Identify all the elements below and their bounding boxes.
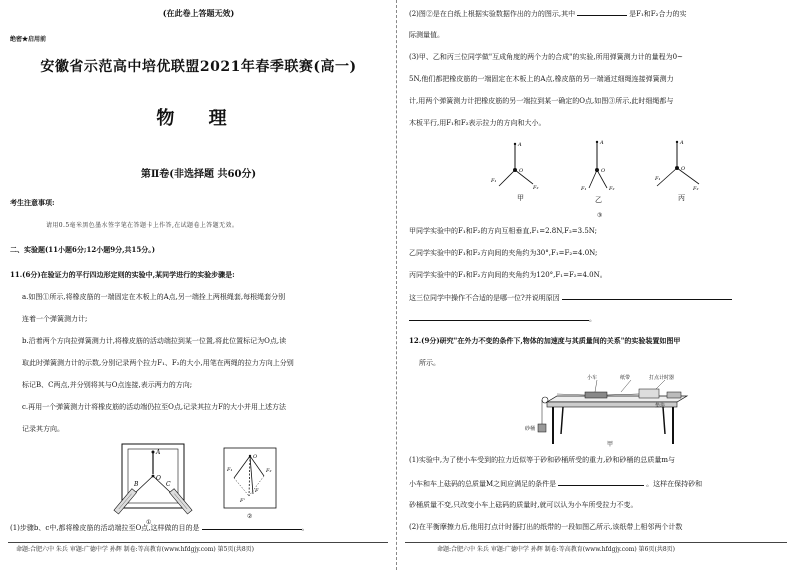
q11-line: c.再用一个弹簧测力计将橡皮筋的活动端仍拉至O点,记录其拉力F的大小并用上述方法 bbox=[22, 403, 286, 411]
svg-text:A: A bbox=[680, 140, 684, 146]
q11-line: 记录其方向。 bbox=[22, 425, 64, 433]
result-jia: 甲同学实验中的F₁和F₂的方向互相垂直,F₁=2.8N,F₂=3.5N; bbox=[409, 227, 598, 235]
q11-line: 计,用两个弹簧测力计把橡皮筋的另一端拉到某一确定的O点,如图③所示,此时细绳都与 bbox=[409, 97, 674, 105]
svg-text:F₁: F₁ bbox=[227, 467, 233, 473]
svg-text:A: A bbox=[156, 449, 161, 456]
answer-blank[interactable] bbox=[409, 313, 589, 321]
svg-text:F₂: F₂ bbox=[609, 186, 615, 192]
q12-part-1: 小车和车上砝码的总质量M之间应满足的条件是 。这样在保持砂和 bbox=[409, 480, 703, 488]
svg-text:O: O bbox=[156, 475, 161, 482]
q11-part-1: (1)步骤b、c中,都将橡皮筋的活动端拉至O点,这样做的目的是 。 bbox=[10, 524, 309, 532]
q12-line: 所示。 bbox=[419, 359, 440, 367]
notice-text: 请用0.5毫米黑色墨水签字笔在答题卡上作答,在试题卷上答题无效。 bbox=[46, 222, 239, 229]
answer-blank[interactable] bbox=[577, 8, 627, 16]
figure-3-caption-bing: 丙 bbox=[678, 194, 685, 202]
section-heading: 二、实验题(11小题6分;12小题9分,共15分。) bbox=[10, 245, 156, 254]
svg-text:O: O bbox=[519, 168, 524, 174]
q12-line: (2)在平衡摩擦力后,他用打点计时器打出的纸带的一段如图乙所示,该纸带上相邻两个计数 bbox=[409, 523, 683, 531]
label-tape: 纸带 bbox=[620, 375, 631, 381]
svg-text:A: A bbox=[518, 142, 522, 148]
figure-2-label: ② bbox=[247, 513, 253, 520]
q11-stem: 11.(6分)在验证力的平行四边形定则的实验中,某同学进行的实验步骤是: bbox=[10, 270, 235, 279]
answer-blank[interactable] bbox=[558, 478, 644, 486]
footer-right: 命题:合肥六中 朱兵 审题:广德中学 孙辉 制卷:等高教育(www.hfdgjy.com) 第6页(共8页) bbox=[437, 546, 675, 553]
q11-line: 木板平行,用F₁和F₂表示拉力的方向和大小。 bbox=[409, 119, 546, 127]
answer-blank[interactable] bbox=[202, 522, 302, 530]
q12-line: (1)实验中,为了使小车受到的拉力近似等于砂和砂桶所受的重力,砂和砂桶的总质量m与 bbox=[409, 456, 676, 464]
answer-blank[interactable] bbox=[562, 292, 732, 300]
svg-text:C: C bbox=[166, 481, 171, 488]
figure-1-board bbox=[108, 440, 200, 518]
result-bing: 丙同学实验中的F₁和F₂方向间的夹角约为120°,F₁=F₂=4.0N。 bbox=[409, 271, 607, 279]
q11-line: b.沿着两个方向拉弹簧测力计,将橡皮筋的活动端拉到某一位置,将此位置标记为O点,读 bbox=[22, 337, 287, 345]
figure-12-caption: 甲 bbox=[607, 441, 614, 448]
figure-3-caption-jia: 甲 bbox=[517, 194, 524, 202]
subject-title: 物 理 bbox=[156, 108, 241, 129]
q11-line: a.如图①所示,将橡皮筋的一端固定在木板上的A点,另一端拴上两根绳套,每根绳套分别 bbox=[22, 293, 286, 301]
figure-3-caption-yi: 乙 bbox=[595, 196, 602, 204]
exam-title: 安徽省示范高中培优联盟2021年春季联赛(高一) bbox=[40, 59, 357, 75]
svg-text:O: O bbox=[601, 168, 606, 174]
svg-text:F₂: F₂ bbox=[266, 468, 272, 474]
footer-left: 命题:合肥六中 朱兵 审题:广德中学 孙辉 制卷:等高教育(www.hfdgjy.com) 第5页(共8页) bbox=[16, 546, 254, 553]
footer-rule bbox=[405, 542, 787, 543]
q12-stem: 12.(9分)研究"在外力不变的条件下,物体的加速度与其质量间的关系"的实验装置如图甲 bbox=[409, 336, 681, 345]
q11-part-3-cont: 。 bbox=[409, 313, 596, 324]
label-car: 小车 bbox=[587, 375, 598, 381]
label-timer: 打点计时器 bbox=[649, 375, 675, 381]
svg-text:O: O bbox=[681, 166, 686, 172]
q11-line: 际测量值。 bbox=[409, 31, 444, 39]
footer-rule bbox=[8, 542, 388, 543]
top-notice: (在此卷上答题无效) bbox=[162, 8, 235, 18]
q11-part-2: (2)图②是在白纸上根据实验数据作出的力的图示,其中 是F₁和F₂合力的实 bbox=[409, 10, 687, 18]
figure-2-forces bbox=[222, 446, 278, 510]
svg-text:F₁: F₁ bbox=[491, 178, 497, 184]
part-title: 第Ⅱ卷(非选择题 共60分) bbox=[140, 169, 257, 180]
label-board: 垫块 bbox=[655, 403, 666, 409]
svg-text:O: O bbox=[253, 454, 258, 460]
figure-3-number: ③ bbox=[597, 212, 603, 219]
svg-text:F': F' bbox=[240, 498, 245, 504]
q12-line: 砂桶质量不变,只改变小车上砝码的质量时,就可以认为小车所受拉力不变。 bbox=[409, 501, 638, 509]
svg-text:F₂: F₂ bbox=[693, 186, 699, 192]
svg-text:A: A bbox=[600, 140, 604, 146]
svg-text:B: B bbox=[134, 481, 139, 488]
q11-line: (3)甲、乙和丙三位同学做"互成角度的两个力的合成"的实验,所用弹簧测力计的量程为0~ bbox=[409, 53, 683, 61]
figure-12-apparatus bbox=[527, 372, 707, 450]
q11-part-1-text: (1)步骤b、c中,都将橡皮筋的活动端拉至O点,这样做的目的是 bbox=[10, 524, 200, 532]
svg-text:F₂: F₂ bbox=[533, 185, 539, 191]
svg-text:F₁: F₁ bbox=[655, 176, 661, 182]
q11-line: 连着一个弹簧测力计; bbox=[22, 315, 88, 323]
secret-mark: 绝密★启用前 bbox=[10, 36, 47, 43]
q11-line: 取此时弹簧测力计的示数,分别记录两个拉力F₁、F₂的大小,用笔在两绳的拉力方向上分别 bbox=[22, 359, 294, 367]
page-6 bbox=[397, 0, 794, 570]
q11-part-3: 这三位同学中操作不合适的是哪一位?并说明原因 bbox=[409, 292, 732, 303]
svg-text:F₁: F₁ bbox=[581, 186, 587, 192]
notice-heading: 考生注意事项: bbox=[10, 198, 55, 207]
result-yi: 乙同学实验中的F₁和F₂方向间的夹角约为30°,F₁=F₂=4.0N; bbox=[409, 249, 598, 257]
svg-text:F: F bbox=[255, 488, 259, 494]
q11-line: 标记B、C两点,并分别将其与O点连接,表示两力的方向; bbox=[22, 381, 193, 389]
q11-line: 5N,他们都把橡皮筋的一端固定在木板上的A点,橡皮筋的另一端通过细绳连接弹簧测力 bbox=[409, 75, 674, 83]
label-bucket: 砂桶 bbox=[525, 426, 536, 432]
figure-1-label: ① bbox=[146, 519, 152, 526]
